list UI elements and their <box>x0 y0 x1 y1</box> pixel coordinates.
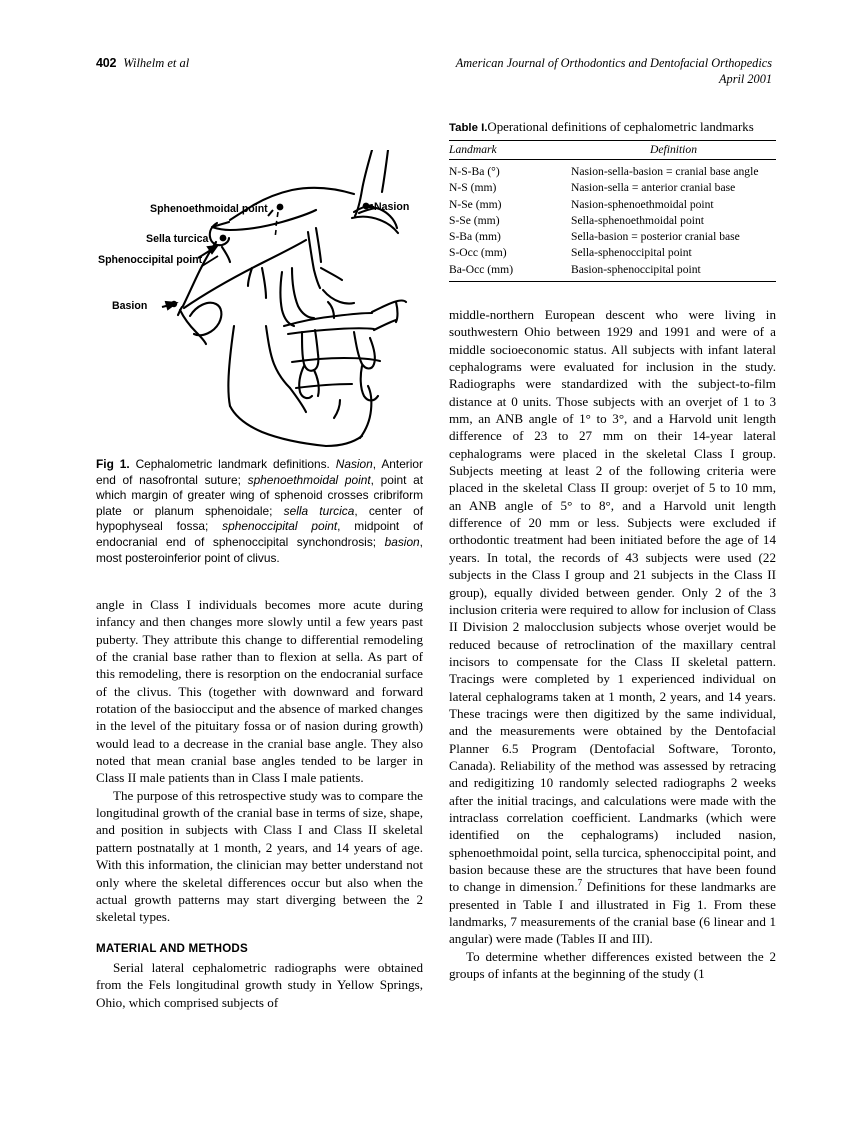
running-head <box>96 56 772 90</box>
cell-landmark: N-S (mm) <box>449 181 497 195</box>
paragraph-subjects-text: middle-northern European descent who were living in southwestern Ohio between 1929 and 1991 and were of a middle socioeconomic status. All subjects with infant lateral cephalograms were evaluated for inclusion in the study. Radiographs were standardized with the subject-to-film distance at 0 units. Those subjects with an overjet of 1 to 3 mm, an ANB angle of 1° to 3°, and a Harvold unit length difference of 23 to 27 mm on their 14-year lateral cephalograms were placed in the skeletal Class I group. Subjects meeting at least 2 of the following criteria were placed in the skeletal Class II group: overjet of 5 to 10 mm, an ANB angle of 5° to 8°, and a Harvold unit length difference of 20 mm or less. Subjects were excluded if orthodontic treatment had been initiated before the age of 14 years. In total, the records of 43 subjects were used (22 subjects in the Class I group and 21 subjects in the Class II group), equally divided between gender. Only 2 of the 3 inclusion criteria were required to allow for inclusion of Class II Division 2 malocclusion subjects whose overjet would be reduced because of retroclination of the maxillary central incisors to compensate for the Class II skeletal pattern. Tracings were completed by 1 experienced individual on lateral cephalograms taken at 1 month, 2 years, and 14 years. These tracings were then digitized by the same individual, and the measurements were obtained by the Dentofacial Planner 6.5 Program (Dentofacial Software, Toronto, Canada). Reliability of the method was assessed by retracing and redigitizing 10 randomly selected radiographs 2 weeks after the initial tracings, and calculations were made with the intraclass correlation coefficient. Landmarks (which were identified on the cephalograms) included nasion, sphenoethmoidal point, sella turcica, sphenoccipital point, and basion because these are the structures that have been found to change in dimension. <box>449 307 776 895</box>
table-row <box>449 262 776 282</box>
cell-landmark: Ba-Occ (mm) <box>449 262 514 276</box>
cell-landmark: N-S-Ba (°) <box>449 165 500 178</box>
figure-caption-lead: Cephalometric landmark definitions. <box>135 457 330 471</box>
section-heading-material-and-methods: MATERIAL AND METHODS <box>96 941 248 955</box>
table-header-row <box>449 141 776 160</box>
cell-definition: Sella-sphenoethmoidal point <box>571 213 704 227</box>
cell-definition: Sella-sphenoccipital point <box>571 246 692 260</box>
paragraph-subjects <box>449 306 776 948</box>
figure-label-nasion: Nasion <box>374 201 410 213</box>
figure-caption-label: Fig 1. <box>96 457 130 471</box>
caption-def-sphenoccipital: , midpoint of endocranial end of sphenoccipital synchondrosis; <box>96 519 423 549</box>
caption-term-sella: sella turcica <box>283 503 355 518</box>
page-number: 402 <box>96 56 117 70</box>
column-header-definition: Definition <box>649 143 697 156</box>
cephalometric-tracing-svg <box>96 150 426 450</box>
journal-title: American Journal of Orthodontics and Dentofacial Orthopedics <box>455 56 772 70</box>
caption-term-basion: basion <box>384 534 420 549</box>
paragraph-continued: angle in Class I individuals becomes more acute during infancy and then changes more slowly until a few years past puberty. They attribute this change to differential remodeling of the cranial base rather than to flexion at sella. As part of this remodeling, there is resorption on the endocranial surface of the clivus. This (together with downward and forward rotation of the basiocciput and the absence of marked changes in the level of the pituitary fossa or of nasion during growth) would lead to a decrease in the cranial base angle. They also noted that mean cranial base angles tended to be larger in Class II male patients than in Class I male patients. <box>96 597 423 786</box>
running-head-authors: Wilhelm et al <box>123 56 190 70</box>
figure-label-sphenoccipital: Sphenoccipital point <box>98 254 203 266</box>
citation-marker-7: 7 <box>577 877 583 888</box>
table-1-title <box>449 120 776 136</box>
cell-definition: Basion-sphenoccipital point <box>571 262 701 276</box>
body-column-left <box>96 596 423 1011</box>
table-row <box>449 196 776 212</box>
table-row <box>449 180 776 196</box>
table-body <box>449 160 776 282</box>
cell-definition: Sella-basion = posterior cranial base <box>571 230 740 244</box>
caption-def-nasion: , Anterior end of nasofrontal suture; <box>96 457 423 487</box>
table-caption: Operational definitions of cephalometric landmarks <box>487 120 754 134</box>
table-head <box>449 141 776 160</box>
table-1 <box>449 120 776 282</box>
issue-date: April 2001 <box>719 71 772 86</box>
column-header-landmark: Landmark <box>449 143 497 156</box>
figure-label-sella: Sella turcica <box>146 233 209 245</box>
figure-label-sphenoethmoidal: Sphenoethmoidal point <box>150 203 268 215</box>
landmark-dot-sella <box>220 235 227 242</box>
table-row <box>449 229 776 245</box>
paragraph-determine: To determine whether differences existed between the 2 groups of infants at the beginning of the study (1 <box>449 948 776 982</box>
cell-definition: Nasion-sella = anterior cranial base <box>571 181 736 195</box>
cell-landmark: S-Ba (mm) <box>449 230 501 244</box>
caption-term-sphenoccipital: sphenoccipital point <box>222 519 338 534</box>
caption-def-sphenoethmoidal: , point at which margin of greater wing of sphenoid crosses cribriform plate or planum sphenoidale; <box>96 472 423 518</box>
landmark-dot-sphenoethmoidal <box>277 204 284 211</box>
figure-1 <box>96 150 426 450</box>
paragraph-subjects-tail: Definitions for these landmarks are presented in Table I and illustrated in Fig 1. From these landmarks, 7 measurements of the cranial base (6 linear and 1 angular) were made (Tables II and III). <box>449 879 776 947</box>
running-head-left <box>96 56 189 71</box>
cell-definition: Nasion-sella-basion = cranial base angle <box>571 165 759 178</box>
caption-def-basion: , most posteroinferior point of clivus. <box>96 534 423 565</box>
table-row <box>449 213 776 229</box>
cell-landmark: S-Occ (mm) <box>449 246 507 260</box>
cell-definition: Nasion-sphenoethmoidal point <box>571 197 714 211</box>
table-number: Table I. <box>449 122 488 134</box>
table-row <box>449 245 776 261</box>
table-row <box>449 160 776 181</box>
cell-landmark: N-Se (mm) <box>449 197 502 211</box>
figure-label-basion: Basion <box>112 300 148 312</box>
figure-1-caption <box>96 457 423 566</box>
landmark-definitions-table <box>449 140 776 282</box>
running-head-right <box>456 56 772 87</box>
paragraph-methods: Serial lateral cephalometric radiographs were obtained from the Fels longitudinal growth study in Yellow Springs, Ohio, which comprised subjects of <box>96 959 423 1010</box>
caption-def-sella: , center of hypophyseal fossa; <box>96 503 424 534</box>
caption-term-sphenoethmoidal: sphenoethmoidal point <box>247 472 371 487</box>
cell-landmark: S-Se (mm) <box>449 213 500 227</box>
caption-term-nasion: Nasion <box>335 457 373 471</box>
paragraph-purpose: The purpose of this retrospective study was to compare the longitudinal growth of the cranial base in terms of size, shape, and position in subjects with Class I and Class II skeletal pattern postnatally at 1 month, 2 years, and 14 years of age. With this information, the clinician may better understand not only where the skeletal differences occur but also when the actual growth patterns may start diverging between the 2 skeletal types. <box>96 787 423 925</box>
body-column-right <box>449 306 776 982</box>
